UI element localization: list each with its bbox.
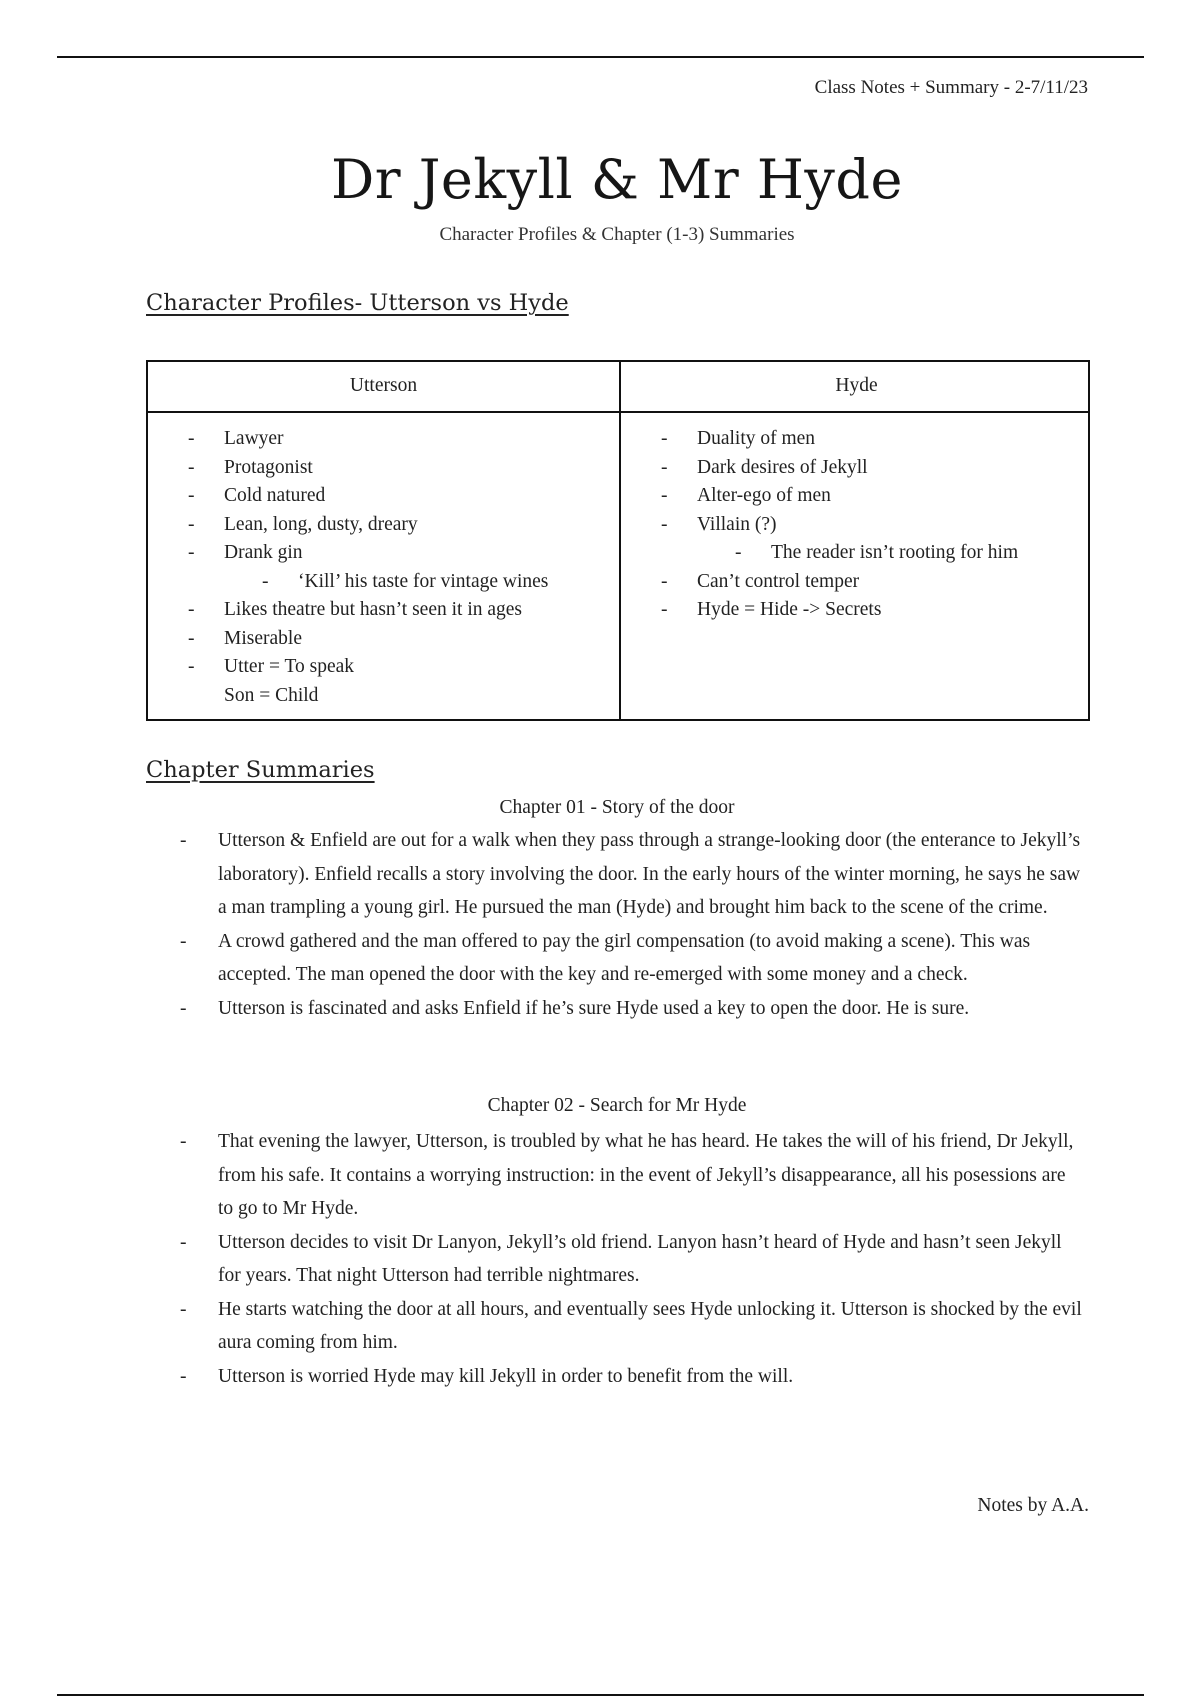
bullet-dash: -	[180, 1231, 187, 1253]
chapter-01-summary-list	[180, 824, 1085, 1025]
bottom-rule	[57, 1694, 1144, 1696]
chapter-summaries-heading: Chapter Summaries	[146, 757, 375, 783]
character-profile-table	[146, 360, 1090, 721]
footer-note: Notes by A.A.	[977, 1495, 1089, 1516]
bullet-dash: -	[188, 428, 195, 449]
bullet-dash: -	[188, 456, 195, 478]
trait-item	[188, 539, 548, 568]
bullet-dash: -	[188, 627, 195, 649]
table-header-divider	[148, 411, 1088, 413]
summary-text: That evening the lawyer, Utterson, is troubled by what he has heard. He takes the will of his friend, Dr Jekyll, from his safe. It contains a worrying instruction: in the event of Jekyll’s disappearance, all his posessions are to go to Mr Hyde.	[218, 1131, 1074, 1219]
bullet-dash: -	[661, 485, 668, 506]
trait-text: The reader isn’t rooting for him	[771, 542, 1019, 563]
trait-item	[188, 653, 548, 682]
trait-text: Alter-ego of men	[697, 485, 831, 506]
page-title: Dr Jekyll & Mr Hyde	[331, 148, 903, 211]
trait-text: ‘Kill’ his taste for vintage wines	[298, 570, 549, 592]
trait-text: Miserable	[224, 627, 302, 649]
bullet-dash: -	[180, 1131, 187, 1152]
trait-item	[661, 511, 1018, 540]
trait-item	[661, 454, 1018, 483]
summary-text: Utterson is worried Hyde may kill Jekyll in order to benefit from the will.	[218, 1365, 794, 1387]
trait-item	[188, 454, 548, 483]
trait-item	[661, 568, 1018, 597]
chapter-02-summary-list	[180, 1125, 1085, 1393]
trait-item	[188, 596, 548, 625]
trait-text: Likes theatre but hasn’t seen it in ages	[224, 599, 523, 620]
trait-text: Can’t control temper	[697, 570, 860, 592]
table-column-divider	[619, 362, 621, 719]
summary-text: He starts watching the door at all hours, and eventually sees Hyde unlocking it. Utterson is shocked by the evil aura coming from him.	[218, 1298, 1082, 1353]
bullet-dash: -	[661, 570, 668, 592]
summary-text: Utterson & Enfield are out for a walk when they pass through a strange-looking door (the enterance to Jekyll’s laboratory). Enfield recalls a story involving the door. In the early hours of the winter morning, he says he saw a man trampling a young girl. He pursued the man (Hyde) and brought him back to the scene of the crime.	[218, 830, 1081, 918]
trait-text: Villain (?)	[697, 513, 777, 535]
summary-point	[180, 992, 1085, 1026]
trait-text: Lean, long, dusty, dreary	[224, 513, 418, 535]
bullet-dash: -	[661, 428, 668, 449]
header-note: Class Notes + Summary - 2-7/11/23	[814, 77, 1088, 98]
summary-point	[180, 925, 1085, 992]
summary-point	[180, 1125, 1085, 1226]
summary-text: Utterson decides to visit Dr Lanyon, Jekyll’s old friend. Lanyon hasn’t heard of Hyde and hasn’t seen Jekyll for years. That night Utterson had terrible nightmares.	[218, 1231, 1062, 1286]
trait-text: Lawyer	[224, 428, 284, 449]
bullet-dash: -	[262, 570, 269, 592]
summary-point	[180, 824, 1085, 925]
bullet-dash: -	[188, 599, 195, 620]
trait-item	[661, 425, 1018, 454]
trait-text: Cold natured	[224, 485, 326, 506]
character-profiles-heading: Character Profiles- Utterson vs Hyde	[146, 290, 569, 316]
hyde-traits-list	[661, 425, 1018, 625]
trait-text: Hyde = Hide -> Secrets	[697, 599, 882, 620]
bullet-dash: -	[188, 656, 195, 677]
trait-item	[188, 425, 548, 454]
top-rule	[57, 56, 1144, 58]
chapter-02-title: Chapter 02 - Search for Mr Hyde	[487, 1095, 747, 1116]
trait-text: Utter = To speak	[224, 656, 355, 677]
trait-text: Son = Child	[224, 684, 319, 706]
bullet-dash: -	[188, 513, 195, 535]
page-subtitle: Character Profiles & Chapter (1-3) Summaries	[439, 224, 795, 245]
trait-item	[188, 511, 548, 540]
trait-item	[188, 625, 548, 654]
summary-point	[180, 1360, 1085, 1394]
bullet-dash: -	[188, 485, 195, 506]
utterson-traits-list	[188, 425, 548, 710]
bullet-dash: -	[661, 456, 668, 478]
summary-text: Utterson is fascinated and asks Enfield if he’s sure Hyde used a key to open the door. He is sure.	[218, 997, 970, 1019]
bullet-dash: -	[180, 930, 187, 952]
bullet-dash: -	[180, 1298, 187, 1320]
bullet-dash: -	[180, 997, 187, 1019]
trait-item	[188, 568, 548, 597]
trait-item	[188, 682, 548, 711]
bullet-dash: -	[661, 513, 668, 535]
trait-item	[661, 482, 1018, 511]
trait-text: Drank gin	[224, 542, 303, 563]
bullet-dash: -	[188, 542, 195, 563]
trait-item	[661, 596, 1018, 625]
trait-text: Dark desires of Jekyll	[697, 456, 868, 478]
bullet-dash: -	[180, 830, 187, 851]
bullet-dash: -	[661, 599, 668, 620]
utterson-column-header: Utterson	[349, 375, 418, 396]
chapter-01-title: Chapter 01 - Story of the door	[499, 797, 735, 818]
summary-point	[180, 1226, 1085, 1293]
trait-item	[661, 539, 1018, 568]
trait-item	[188, 482, 548, 511]
trait-text: Protagonist	[224, 456, 313, 478]
trait-text: Duality of men	[697, 428, 816, 449]
bullet-dash: -	[735, 542, 742, 563]
summary-point	[180, 1293, 1085, 1360]
hyde-column-header: Hyde	[835, 375, 878, 396]
summary-text: A crowd gathered and the man offered to pay the girl compensation (to avoid making a scene). This was accepted. The man opened the door with the key and re-emerged with some money and a check.	[218, 930, 1031, 985]
bullet-dash: -	[180, 1365, 187, 1387]
